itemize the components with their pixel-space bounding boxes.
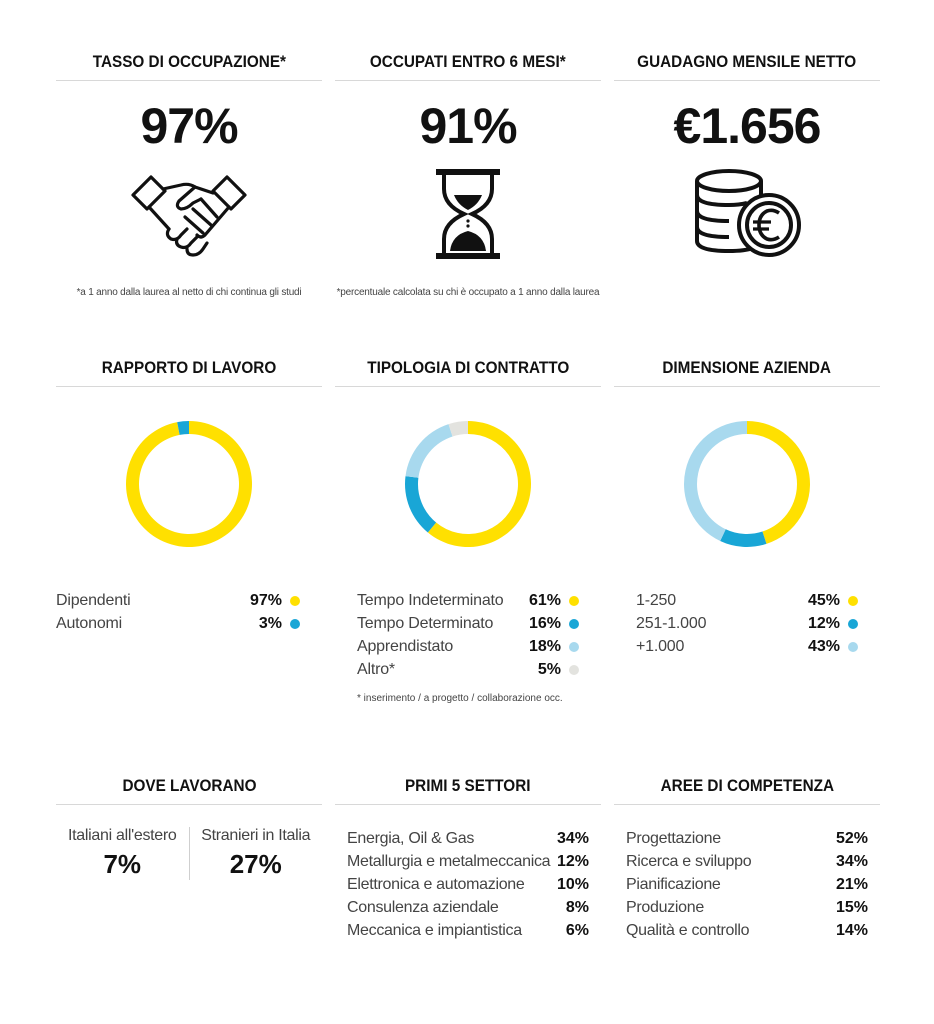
legend-value: 45% [807, 591, 840, 609]
list-label: Consulenza aziendale [347, 898, 499, 916]
dove-item [189, 827, 323, 880]
list-label: Qualità e controllo [626, 921, 750, 939]
handshake-icon [129, 165, 249, 265]
donut-chart-contratto [393, 409, 543, 559]
donut-slice-2 [684, 421, 747, 541]
legend-swatch [848, 642, 858, 652]
legend-item [357, 658, 601, 681]
legend-item [357, 612, 601, 635]
section-title: TASSO DI OCCUPAZIONE* [92, 52, 286, 71]
list-value: 8% [565, 898, 589, 916]
list-value: 21% [835, 875, 868, 893]
list-label: Progettazione [626, 829, 721, 847]
euro-coins-icon [687, 165, 807, 265]
footnote: *a 1 anno dalla laurea al netto di chi continua gli studi [76, 287, 302, 298]
dove-label: Italiani all'estero [67, 827, 177, 844]
section-aree-competenza [614, 776, 880, 942]
legend [335, 589, 601, 681]
legend-value: 97% [249, 591, 282, 609]
legend-value: 5% [537, 660, 561, 678]
list-value: 14% [835, 921, 868, 939]
dove-label: Stranieri in Italia [201, 827, 311, 844]
list-value: 34% [835, 852, 868, 870]
legend-label: Tempo Indeterminato [357, 591, 504, 609]
legend-item [357, 589, 601, 612]
legend-label: 251-1.000 [636, 614, 707, 632]
section-title: PRIMI 5 SETTORI [405, 776, 531, 795]
chart-title: DIMENSIONE AZIENDA [662, 358, 832, 377]
list-item [626, 873, 868, 896]
section-dove-lavorano [56, 776, 322, 880]
hourglass-icon [408, 165, 528, 265]
legend-value: 12% [807, 614, 840, 632]
list-item [347, 873, 589, 896]
legend-swatch [569, 642, 579, 652]
legend-item [56, 589, 322, 612]
list-label: Metallurgia e metalmeccanica [347, 852, 551, 870]
list-item [347, 919, 589, 942]
list-value: 34% [556, 829, 589, 847]
legend-value: 61% [528, 591, 561, 609]
list-item [626, 827, 868, 850]
section-title: AREE DI COMPETENZA [660, 776, 834, 795]
legend-swatch [848, 596, 858, 606]
section-title: DOVE LAVORANO [121, 776, 257, 795]
list-item [347, 827, 589, 850]
legend-swatch [569, 596, 579, 606]
chart-rapporto-lavoro [56, 358, 322, 635]
dove-value: 27% [229, 849, 282, 879]
legend [614, 589, 880, 658]
legend-item [636, 635, 880, 658]
list-label: Meccanica e impiantistica [347, 921, 522, 939]
legend-item [636, 612, 880, 635]
legend-value: 16% [528, 614, 561, 632]
list-value: 15% [835, 898, 868, 916]
legend-label: +1.000 [636, 637, 685, 655]
footnote: *percentuale calcolata su chi è occupato a 1 anno dalla laurea [336, 287, 600, 298]
chart-title: RAPPORTO DI LAVORO [101, 358, 277, 377]
stat-value: €1.656 [673, 98, 821, 154]
legend-swatch [569, 665, 579, 675]
legend-swatch [569, 619, 579, 629]
legend-swatch [290, 619, 300, 629]
dove-item [56, 827, 189, 880]
list-label: Ricerca e sviluppo [626, 852, 752, 870]
list-item [626, 850, 868, 873]
list-label: Energia, Oil & Gas [347, 829, 475, 847]
legend-label: 1-250 [636, 591, 676, 609]
stat-value: 91% [419, 98, 517, 154]
chart-tipologia-contratto [335, 358, 601, 704]
donut-slice-1 [405, 476, 436, 532]
list-label: Pianificazione [626, 875, 721, 893]
list-value: 10% [556, 875, 589, 893]
stat-occupati-6-mesi [335, 52, 601, 298]
donut-chart-dimensione [672, 409, 822, 559]
list-value: 12% [556, 852, 589, 870]
chart-dimensione-azienda [614, 358, 880, 658]
stat-guadagno [614, 52, 880, 265]
legend-swatch [290, 596, 300, 606]
section-title: GUADAGNO MENSILE NETTO [637, 52, 857, 71]
competenze-list [614, 827, 880, 942]
donut-slice-2 [405, 424, 452, 478]
list-label: Elettronica e automazione [347, 875, 525, 893]
legend-item [636, 589, 880, 612]
list-item [347, 896, 589, 919]
legend-label: Tempo Determinato [357, 614, 494, 632]
legend-swatch [848, 619, 858, 629]
chart-note: * inserimento / a progetto / collaborazione occ. [357, 693, 563, 704]
legend-label: Altro* [357, 660, 395, 678]
chart-title: TIPOLOGIA DI CONTRATTO [366, 358, 569, 377]
donut-chart-rapporto [114, 409, 264, 559]
legend-label: Apprendistato [357, 637, 454, 655]
stat-value: 97% [140, 98, 238, 154]
donut-slice-0 [126, 421, 252, 547]
list-item [347, 850, 589, 873]
legend-item [56, 612, 322, 635]
section-primi-settori [335, 776, 601, 942]
donut-slice-1 [720, 529, 766, 547]
legend-value: 18% [528, 637, 561, 655]
list-item [626, 896, 868, 919]
legend-value: 43% [807, 637, 840, 655]
legend [56, 589, 322, 635]
list-value: 6% [565, 921, 589, 939]
settori-list [335, 827, 601, 942]
donut-slice-0 [747, 421, 810, 544]
list-label: Produzione [626, 898, 704, 916]
section-title: OCCUPATI ENTRO 6 MESI* [370, 52, 566, 71]
dove-value: 7% [103, 849, 142, 879]
stat-occupazione [56, 52, 322, 298]
legend-label: Autonomi [56, 614, 122, 632]
legend-label: Dipendenti [56, 591, 131, 609]
list-item [626, 919, 868, 942]
legend-item [357, 635, 601, 658]
list-value: 52% [835, 829, 868, 847]
legend-value: 3% [258, 614, 282, 632]
